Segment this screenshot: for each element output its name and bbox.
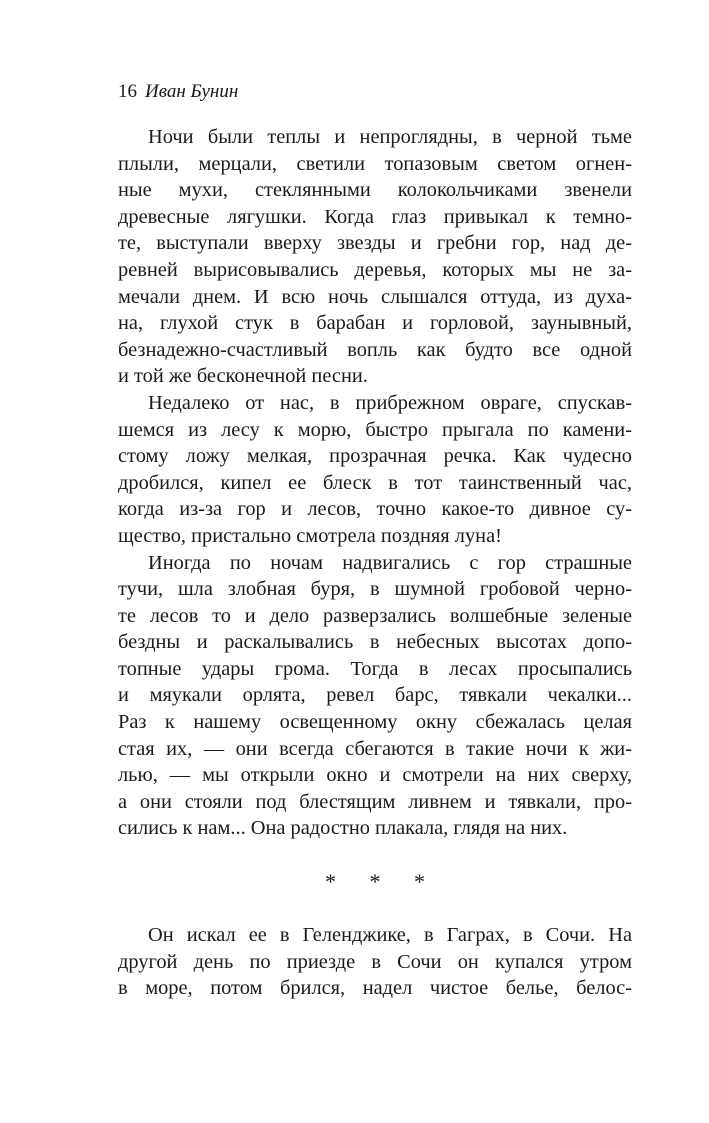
text-line: когда из-за гор и лесов, точно какое-то дивное су- <box>118 498 632 521</box>
text-line: другой день по приезде в Сочи он купался утром <box>118 950 632 973</box>
text-line: и той же бесконечной песни. <box>118 365 368 388</box>
text-line: стая их, — они всегда сбегаются в такие ночи к жи- <box>118 737 632 760</box>
text-line: Иногда по ночам надвигались с гор страшные <box>148 551 632 574</box>
text-line: те лесов то и дело разверзались волшебные зеленые <box>118 604 632 627</box>
text-line: топные удары грома. Тогда в лесах просыпались <box>118 657 632 680</box>
paragraph-1 <box>118 124 632 390</box>
text-line: ные мухи, стеклянными колокольчиками звенели <box>118 179 632 202</box>
text-line: плыли, мерцали, светили топазовым светом огнен- <box>118 152 632 175</box>
text-line: шемся из лесу к морю, быстро прыгала по камени- <box>118 418 632 441</box>
text-line: те, выступали вверху звезды и гребни гор, над де- <box>118 232 632 255</box>
book-page <box>118 80 632 1002</box>
paragraph-3 <box>118 550 632 843</box>
text-line: безнадежно-счастливый вопль как будто все одной <box>118 338 632 361</box>
text-line: и мяукали орлята, ревел барс, тявкали чекалки... <box>118 684 632 707</box>
section-separator: * * * <box>325 869 439 895</box>
text-line: ревней вырисовывались деревья, которых мы не за- <box>118 258 632 281</box>
text-line: сились к нам... Она радостно плакала, глядя на них. <box>118 817 568 840</box>
running-head <box>118 80 632 104</box>
running-head-author: Иван Бунин <box>145 81 239 102</box>
text-line: стому ложу мелкая, прозрачная речка. Как чудесно <box>118 445 632 468</box>
text-line: дробился, кипел ее блеск в тот таинственный час, <box>118 471 632 494</box>
text-line: а они стояли под блестящим ливнем и тявкали, про- <box>118 790 632 813</box>
text-line: в море, потом брился, надел чистое белье, белос- <box>118 977 632 1000</box>
page-number: 16 <box>118 81 137 102</box>
text-line: бездны и раскалывались в небесных высотах допо- <box>118 631 632 654</box>
text-line: Недалеко от нас, в прибрежном овраге, спускав- <box>148 391 632 414</box>
text-line: Он искал ее в Геленджике, в Гаграх, в Сочи. На <box>148 924 632 947</box>
text-line: лью, — мы открыли окно и смотрели на них сверху, <box>118 764 632 787</box>
text-line: на, глухой стук в барабан и горловой, заунывный, <box>118 312 632 335</box>
text-line: щество, пристально смотрела поздняя луна! <box>118 524 502 547</box>
text-line: Раз к нашему освещенному окну сбежалась целая <box>118 711 632 734</box>
text-line: мечали днем. И всю ночь слышался оттуда, из духа- <box>118 285 632 308</box>
paragraph-4 <box>118 922 632 1002</box>
paragraph-2 <box>118 390 632 550</box>
text-line: древесные лягушки. Когда глаз привыкал к темно- <box>118 205 632 228</box>
text-line: Ночи были теплы и непроглядны, в черной тьме <box>148 126 632 148</box>
text-line: тучи, шла злобная буря, в шумной гробовой черно- <box>118 578 632 601</box>
